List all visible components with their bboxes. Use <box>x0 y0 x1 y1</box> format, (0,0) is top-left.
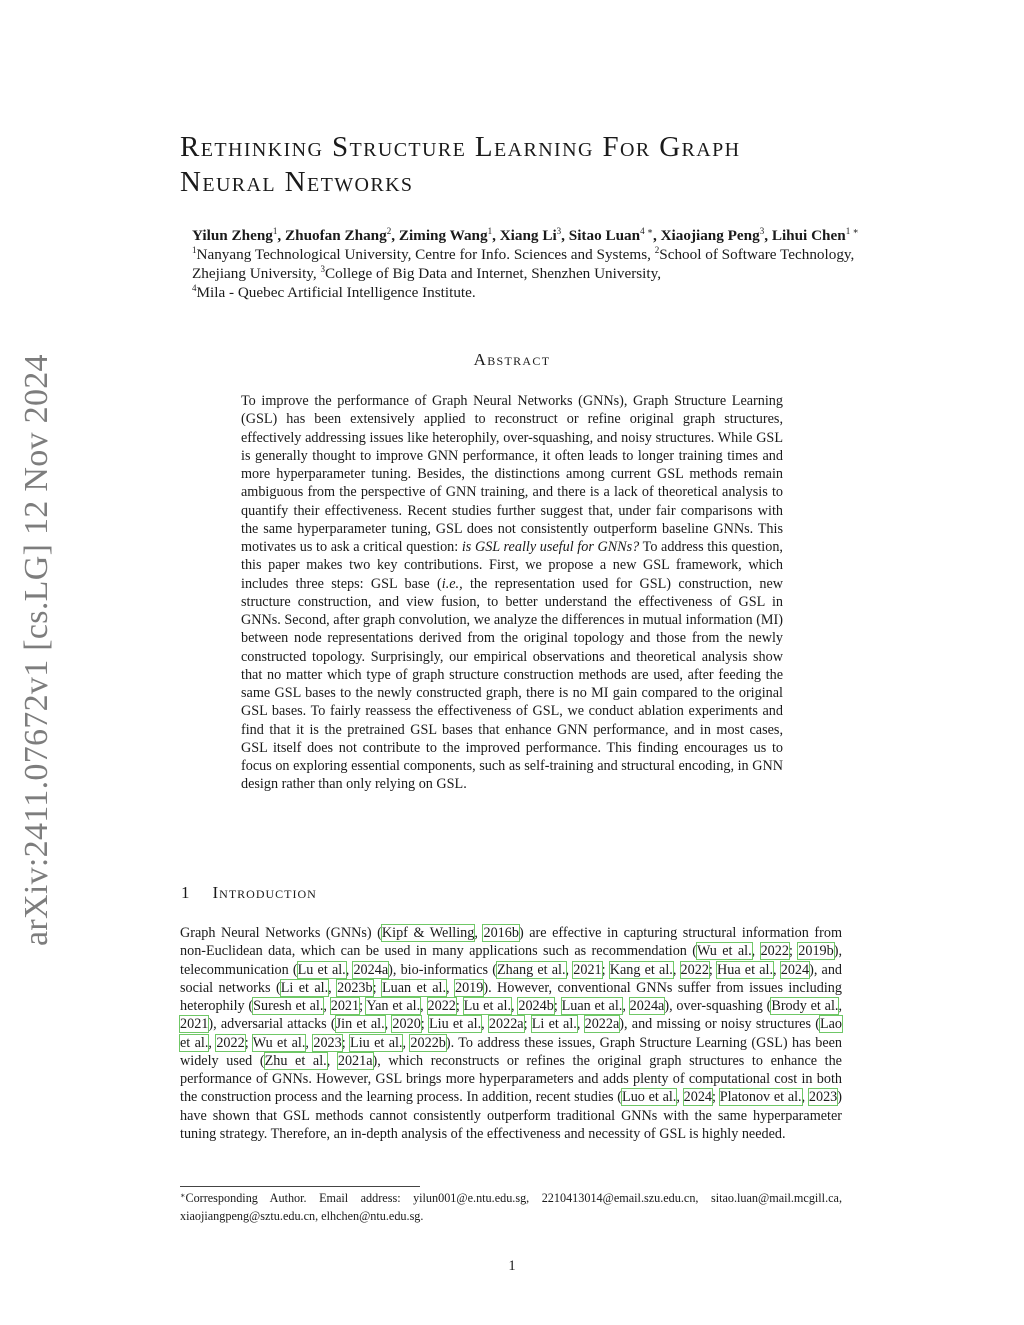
citation-link[interactable]: Liu et al. <box>350 1034 403 1051</box>
citation-link[interactable]: 2021a <box>337 1052 373 1069</box>
citation-link[interactable]: Luan et al. <box>561 998 623 1014</box>
paper-title <box>180 130 860 200</box>
citation-link[interactable]: 2020 <box>392 1016 421 1033</box>
citation-link[interactable]: 2022 <box>760 943 789 960</box>
author-name: Sitao Luan <box>568 227 641 244</box>
citation-link[interactable]: Brody et al. <box>771 998 839 1014</box>
citation-link[interactable]: Lao et al. <box>180 1016 843 1051</box>
citation-link[interactable]: 2022 <box>216 1034 245 1051</box>
author-affiliation-mark: 3 <box>556 226 562 236</box>
citation-link[interactable]: Lu et al. <box>297 961 346 978</box>
author-name: Xiang Li <box>499 227 557 244</box>
author-block <box>192 226 932 302</box>
author-name: Lihui Chen <box>771 227 846 244</box>
affiliation-line-2: Zhejiang University, $^3$College of Big Data and Internet, Shenzhen University, <box>192 264 662 282</box>
citation-link[interactable]: Yan et al. <box>366 998 421 1014</box>
citation-link[interactable]: 2023 <box>313 1034 342 1051</box>
citation-link[interactable]: Jin et al. <box>335 1016 385 1033</box>
citation-link[interactable]: 2024b <box>518 998 554 1014</box>
citation-link[interactable]: 2019 <box>454 979 484 996</box>
citation-link[interactable]: Platonov et al. <box>719 1089 802 1106</box>
section-title: Introduction <box>212 883 317 902</box>
author-affiliation-mark: 1 <box>487 226 493 236</box>
author-name: Xiaojiang Peng <box>660 227 760 244</box>
citation-link[interactable]: 2022a <box>488 1016 524 1033</box>
citation-link[interactable]: 2022b <box>410 1034 446 1051</box>
citation-link[interactable]: 2024a <box>353 961 389 978</box>
author-name: Yilun Zheng <box>192 227 273 244</box>
page-number: 1 <box>508 1258 516 1274</box>
citation-link[interactable]: Wu et al. <box>252 1034 306 1051</box>
citation-link[interactable]: 2022 <box>680 961 709 978</box>
arxiv-identifier[interactable]: arXiv:2411.07672v1 [cs.LG] 12 Nov 2024 <box>18 354 55 946</box>
citation-link[interactable]: Zhu et al. <box>264 1052 327 1069</box>
footnote-text: Corresponding Author. Email address: yilun001@e.ntu.edu.sg, 2210413014@email.szu.edu.cn, sitao.luan@mail.mcgill.ca, xiaojiangpeng@sztu.edu.cn, elhchen@ntu.edu.sg. <box>180 1191 842 1223</box>
footnote-mark: ∗ <box>180 1191 186 1200</box>
footnote-rule <box>180 1186 420 1187</box>
citation-link[interactable]: 2024a <box>629 998 665 1014</box>
title-line-1: Rethinking Structure Learning For Graph <box>180 131 741 163</box>
citation-link[interactable]: Li et al. <box>531 1016 577 1033</box>
citation-link[interactable]: Wu et al. <box>696 943 752 960</box>
citation-link[interactable]: Kipf & Welling <box>381 925 475 941</box>
research-question: is GSL really useful for GNNs? <box>461 539 640 555</box>
citation-link[interactable]: Lu et al. <box>463 998 511 1014</box>
citation-link[interactable]: 2023b <box>337 979 373 996</box>
citation-link[interactable]: 2022 <box>427 998 456 1014</box>
abstract-body: To improve the performance of Graph Neural Networks (GNNs), Graph Structure Learning (GSL) has been extensively applied to reconstruct or refine original graph structures, effectively addressing issues like heterophily, over-squashing, and noisy structures. While GSL is generally thought to improve GNN performance, it often leads to longer training times and more hyperparameter tuning. Besides, the distinctions among current GSL methods remain ambiguous from the perspective of GNN training, and there is a lack of theoretical analysis to quantify their effectiveness. Recent studies further suggest that, under fair comparisons with the same hyperparameter tuning, GSL does not consistently outperform baseline GNNs. This motivates us to ask a critical question: is GSL really useful for GNNs? To address this question, this paper makes two key contributions. First, we propose a new GSL framework, which includes three steps: GSL base (i.e., the representation used for GSL) construction, new structure construction, and view fusion, to better understand the effectiveness of GSL in GNNs. Second, after graph convolution, we analyze the differences in mutual information (MI) between node representations derived from the original topology and those from the newly constructed topology. Surprisingly, our empirical observations and theoretical analysis show that no matter which type of graph structure construction methods are used, after feeding the same GSL bases to the newly constructed graph, there is no MI gain compared to the original GSL bases. To fairly reassess the effectiveness of GSL, we conduct ablation experiments and find that it is the pretrained GSL bases that enhance GNN performance, and in most cases, GSL itself does not contribute to the improved performance. This finding encourages us to focus on exploring essential components, such as self-training and structural encoding, in GNN design rather than only relying on GSL. <box>241 393 783 793</box>
citation-link[interactable]: 2021 <box>330 998 360 1014</box>
author-name: Zhuofan Zhang <box>285 227 387 244</box>
citation-link[interactable]: 2023 <box>808 1089 838 1106</box>
author-affiliation-mark: 4 ∗ <box>640 226 653 236</box>
citation-link[interactable]: 2024 <box>683 1089 713 1106</box>
citation-link[interactable]: Zhang et al. <box>496 961 566 978</box>
citation-link[interactable]: Luo et al. <box>622 1089 677 1106</box>
section-heading <box>181 883 317 903</box>
author-name: Ziming Wang <box>398 227 488 244</box>
citation-link[interactable]: 2021 <box>573 961 602 978</box>
title-line-2: Neural Networks <box>180 166 414 198</box>
citation-link[interactable]: Hua et al. <box>717 961 773 978</box>
author-affiliation-mark: 1 <box>272 226 278 236</box>
affiliation-line-3: $^4$Mila - Quebec Artificial Intelligence Institute. <box>192 283 476 301</box>
citation-link[interactable]: 2021 <box>180 1016 209 1033</box>
citation-link[interactable]: Kang et al. <box>609 961 673 978</box>
citation-link[interactable]: 2024 <box>780 961 810 978</box>
introduction-paragraph: Graph Neural Networks (GNNs) (Kipf & Welling, 2016b) are effective in capturing structural information from non-Euclidean data, which can be used in many applications such as recommendation (Wu et al., 2022; 2019b), telecommunication (Lu et al., 2024a), bio-informatics (Zhang et al., 2021; Kang et al., 2022; Hua et al., 2024), and social networks (Li et al., 2023b; Luan et al., 2019). However, conventional GNNs suffer from issues including heterophily (Suresh et al., 2021; Yan et al., 2022; Lu et al., 2024b; Luan et al., 2024a), over-squashing (Brody et al., 2021), adversarial attacks (Jin et al., 2020; Liu et al., 2022a; Li et al., 2022a), and missing or noisy structures (Lao et al., 2022; Wu et al., 2023; Liu et al., 2022b). To address these issues, Graph Structure Learning (GSL) has been widely used (Zhu et al., 2021a), which reconstructs or refines the original graph structures to enhance the performance of GNNs. However, GSL brings more hyperparameters and adds plenty of computational cost in both the construction process and the learning process. In addition, recent studies (Luo et al., 2024; Platonov et al., 2023) have shown that GSL methods cannot consistently outperform traditional GNNs with the same hyperparameter tuning strategy. Therefore, an in-depth analysis of the effectiveness and necessity of GSL is highly needed. <box>180 925 843 1142</box>
citation-link[interactable]: Liu et al. <box>428 1016 482 1033</box>
author-list: Yilun Zheng$^1$, Zhuofan Zhang$^2$, Ziming Wang$^1$, Xiang Li$^3$, Sitao Luan$^{4 ∗}$, Xiaojiang Peng$^3$, Lihui Chen$^{1 ∗}$ <box>192 226 859 244</box>
footnote <box>180 1190 842 1225</box>
section-number: 1 <box>181 883 191 902</box>
citation-link[interactable]: 2016b <box>483 925 519 941</box>
citation-link[interactable]: 2019b <box>798 943 834 960</box>
author-affiliation-mark: 2 <box>386 226 392 236</box>
affiliation-line-1: $^1$Nanyang Technological University, Centre for Info. Sciences and Systems, $^2$School of Software Technology, <box>192 245 855 263</box>
abstract-heading: Abstract <box>473 350 551 369</box>
citation-link[interactable]: Suresh et al. <box>253 998 324 1014</box>
author-affiliation-mark: 3 <box>759 226 765 236</box>
citation-link[interactable]: 2022a <box>584 1016 620 1033</box>
citation-link[interactable]: Luan et al. <box>381 979 447 996</box>
citation-link[interactable]: Li et al. <box>280 979 329 996</box>
author-affiliation-mark: 1 ∗ <box>845 226 859 236</box>
